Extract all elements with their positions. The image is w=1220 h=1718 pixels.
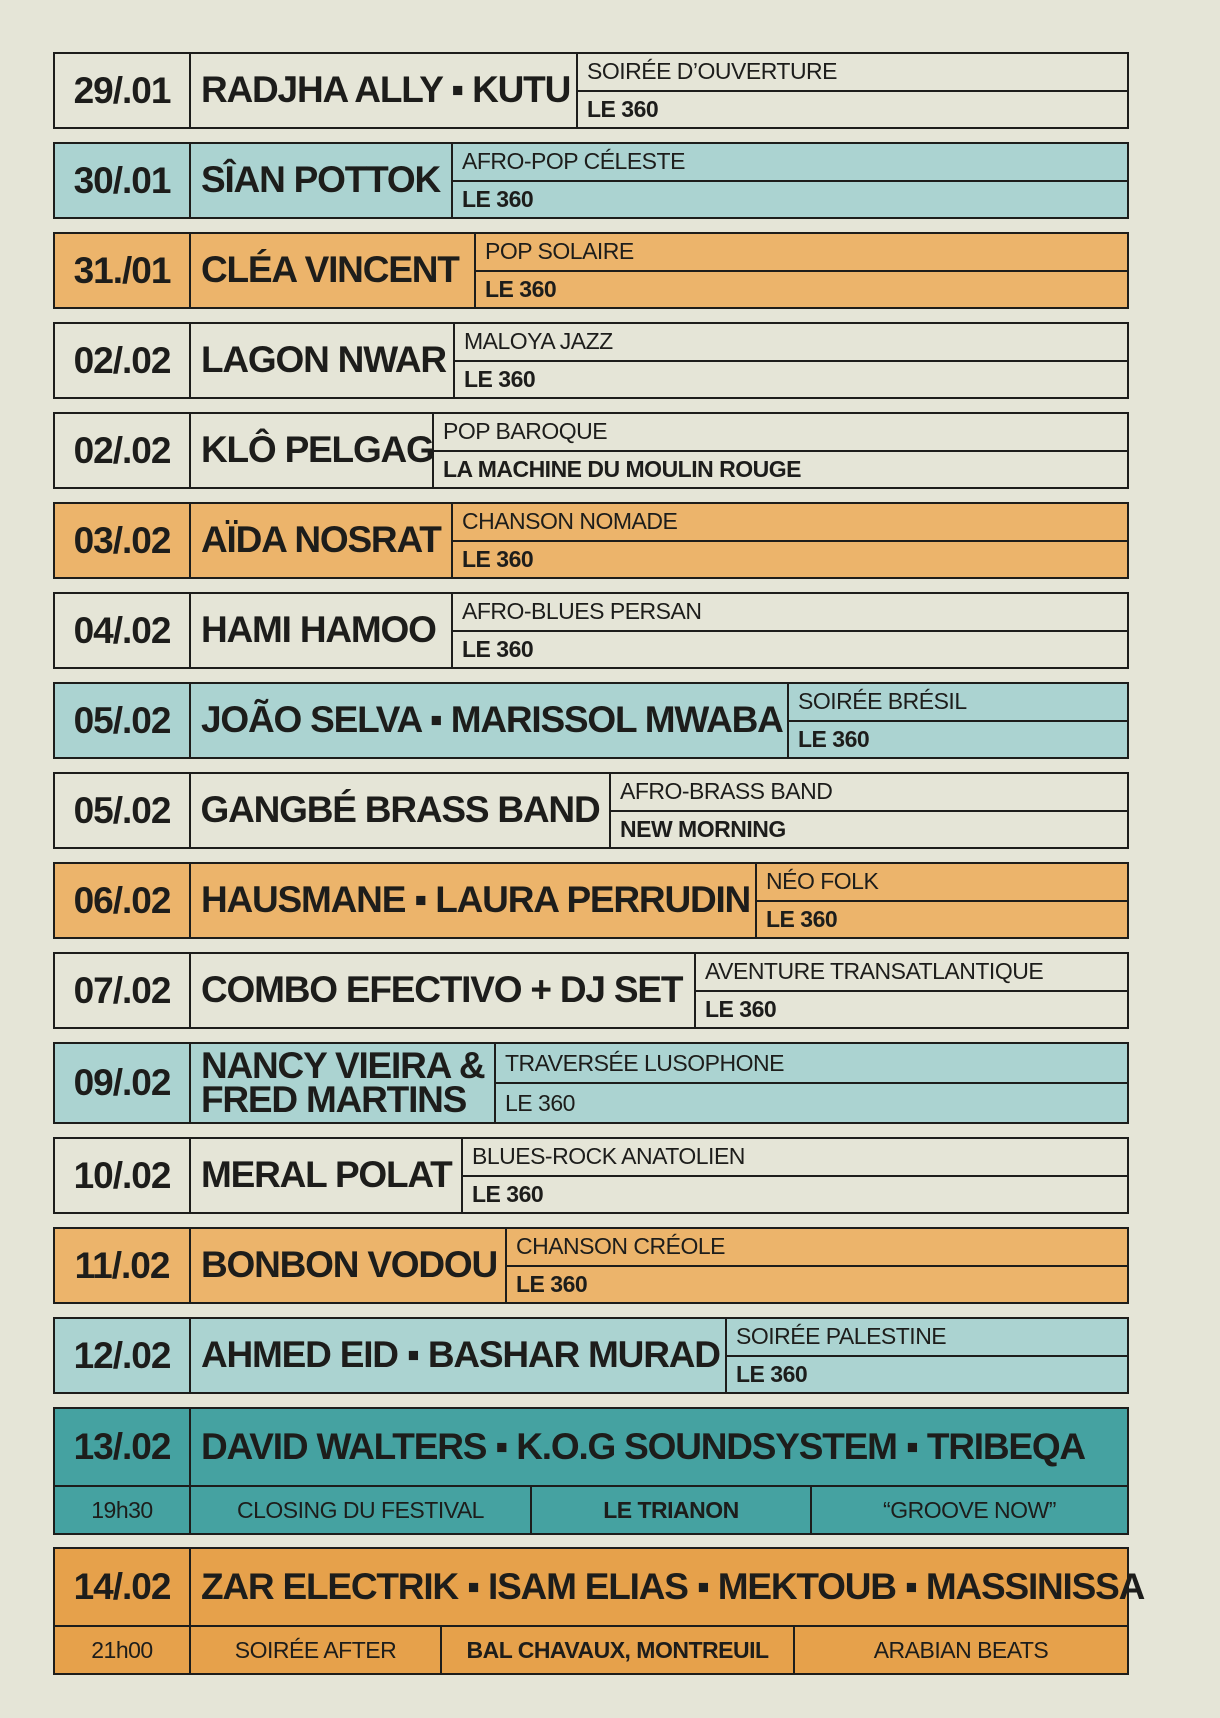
event-date: 05/.02 <box>55 774 191 847</box>
event-date: 31./01 <box>55 234 191 307</box>
event-date: 02/.02 <box>55 324 191 397</box>
event-venue: LE 360 <box>736 1360 808 1387</box>
schedule-row <box>53 142 1129 219</box>
event-genre: SOIRÉE BRÉSIL <box>789 684 1127 722</box>
event-venue: LE 360 <box>505 1089 575 1116</box>
schedule-row <box>53 772 1129 849</box>
event-date: 14/.02 <box>55 1549 191 1625</box>
event-genre: NÉO FOLK <box>757 864 1127 902</box>
event-artist: ZAR ELECTRIK ▪ ISAM ELIAS ▪ MEKTOUB ▪ MASSINISSA <box>201 1565 1145 1607</box>
event-artist: JOÃO SELVA ▪ MARISSOL MWABA <box>191 684 789 757</box>
event-venue: LE 360 <box>462 635 534 662</box>
event-date: 29/.01 <box>55 54 191 127</box>
event-artist: SÎAN POTTOK <box>191 144 453 217</box>
event-venue: BAL CHAVAUX, MONTREUIL <box>442 1627 795 1673</box>
event-date: 13/.02 <box>55 1409 191 1485</box>
schedule-row <box>53 322 1129 399</box>
event-genre: AFRO-POP CÉLESTE <box>453 144 1127 182</box>
event-venue: LE 360 <box>472 1180 544 1207</box>
event-artist: COMBO EFECTIVO + DJ SET <box>191 954 696 1027</box>
event-date: 03/.02 <box>55 504 191 577</box>
event-genre: CHANSON NOMADE <box>453 504 1127 542</box>
schedule-row <box>53 232 1129 309</box>
event-venue: LE 360 <box>462 185 534 212</box>
event-theme: “GROOVE NOW” <box>883 1496 1056 1523</box>
event-artist: BONBON VODOU <box>191 1229 507 1302</box>
schedule-row <box>53 1042 1129 1124</box>
event-date: 02/.02 <box>55 414 191 487</box>
event-genre: CHANSON CRÉOLE <box>507 1229 1127 1267</box>
schedule-row <box>53 952 1129 1029</box>
event-venue: LE 360 <box>462 545 534 572</box>
event-artist: LAGON NWAR <box>191 324 455 397</box>
event-genre: POP BAROQUE <box>434 414 1127 452</box>
event-venue: LA MACHINE DU MOULIN ROUGE <box>443 455 801 482</box>
festival-schedule <box>53 52 1145 1687</box>
schedule-row <box>53 592 1129 669</box>
event-genre: BLUES-ROCK ANATOLIEN <box>463 1139 1127 1177</box>
event-artist: HAUSMANE ▪ LAURA PERRUDIN <box>191 864 757 937</box>
event-date: 11/.02 <box>55 1229 191 1302</box>
schedule-row <box>53 1137 1129 1214</box>
event-artist: DAVID WALTERS ▪ K.O.G SOUNDSYSTEM ▪ TRIBEQA <box>201 1425 1085 1467</box>
event-artist: AÏDA NOSRAT <box>191 504 453 577</box>
schedule-row <box>53 862 1129 939</box>
event-theme: ARABIAN BEATS <box>873 1636 1049 1663</box>
event-genre: AFRO-BRASS BAND <box>611 774 1127 812</box>
event-label: CLOSING DU FESTIVAL <box>191 1487 532 1533</box>
event-genre: MALOYA JAZZ <box>455 324 1127 362</box>
event-date: 05/.02 <box>55 684 191 757</box>
schedule-row <box>53 502 1129 579</box>
schedule-row <box>53 412 1129 489</box>
event-venue: LE 360 <box>705 995 777 1022</box>
event-artist: CLÉA VINCENT <box>191 234 476 307</box>
event-genre: SOIRÉE D’OUVERTURE <box>578 54 1127 92</box>
event-time: 21h00 <box>55 1627 191 1673</box>
event-date: 30/.01 <box>55 144 191 217</box>
closing-event <box>53 1407 1129 1535</box>
event-venue: NEW MORNING <box>620 815 786 842</box>
after-event <box>53 1547 1145 1675</box>
event-venue: LE 360 <box>766 905 838 932</box>
event-date: 09/.02 <box>55 1044 191 1122</box>
event-artist: HAMI HAMOO <box>191 594 453 667</box>
schedule-row <box>53 1317 1129 1394</box>
event-date: 06/.02 <box>55 864 191 937</box>
event-date: 12/.02 <box>55 1319 191 1392</box>
event-artist: KLÔ PELGAG <box>191 414 434 487</box>
event-genre: SOIRÉE PALESTINE <box>727 1319 1127 1357</box>
schedule-row <box>53 682 1129 759</box>
event-artist <box>191 1044 496 1122</box>
event-venue: LE 360 <box>798 725 870 752</box>
event-genre: POP SOLAIRE <box>476 234 1127 272</box>
event-artist-line: FRED MARTINS <box>201 1079 467 1120</box>
event-time: 19h30 <box>55 1487 191 1533</box>
event-date: 07/.02 <box>55 954 191 1027</box>
event-genre: AFRO-BLUES PERSAN <box>453 594 1127 632</box>
event-genre: AVENTURE TRANSATLANTIQUE <box>696 954 1127 992</box>
event-venue: LE 360 <box>485 275 557 302</box>
event-date: 04/.02 <box>55 594 191 667</box>
event-artist: MERAL POLAT <box>191 1139 463 1212</box>
event-artist: RADJHA ALLY ▪ KUTU <box>191 54 578 127</box>
event-genre: TRAVERSÉE LUSOPHONE <box>496 1044 1127 1084</box>
event-artist: AHMED EID ▪ BASHAR MURAD <box>191 1319 727 1392</box>
event-venue: LE 360 <box>516 1270 588 1297</box>
event-venue: LE TRIANON <box>532 1487 812 1533</box>
schedule-row <box>53 52 1129 129</box>
event-venue: LE 360 <box>587 95 659 122</box>
event-label: SOIRÉE AFTER <box>191 1627 442 1673</box>
event-venue: LE 360 <box>464 365 536 392</box>
event-artist-line: NANCY VIEIRA & <box>201 1044 485 1086</box>
event-date: 10/.02 <box>55 1139 191 1212</box>
event-artist: GANGBÉ BRASS BAND <box>191 774 611 847</box>
schedule-row <box>53 1227 1129 1304</box>
